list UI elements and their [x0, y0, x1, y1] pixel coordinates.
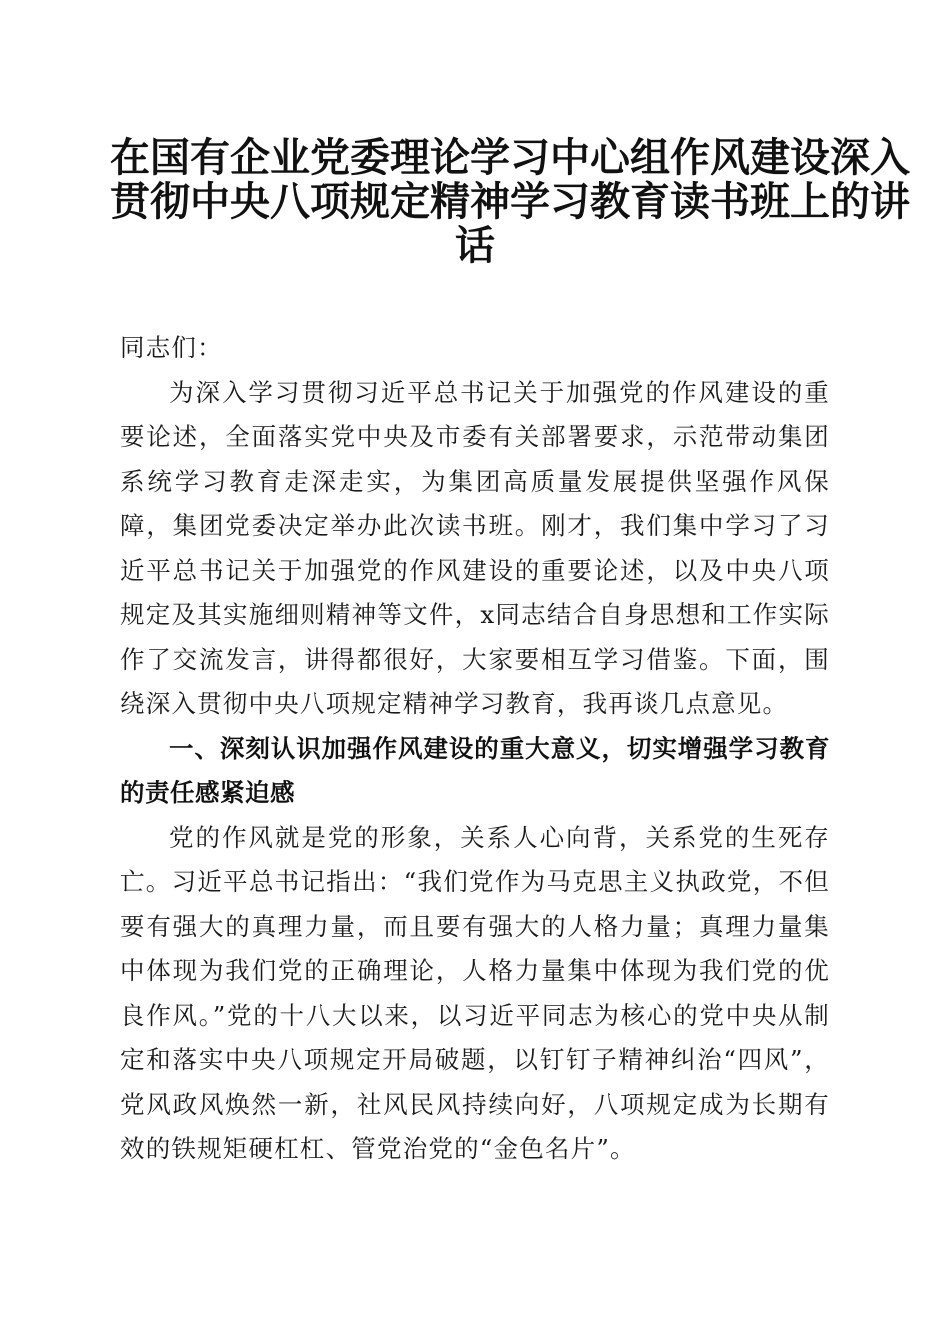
title-line-1: 在国有企业党委理论学习中心组作风建设深入 [110, 134, 910, 181]
document-body [120, 326, 830, 1172]
salutation: 同志们： [120, 333, 223, 362]
title-line-3: 话 [455, 222, 495, 269]
intro-paragraph: 为深入学习贯彻习近平总书记关于加强党的作风建设的重要论述，全面落实党中央及市委有关部署要求，示范带动集团系统学习教育走深走实，为集团高质量发展提供坚强作风保障，集团党委决定举办此次读书班。刚才，我们集中学习了习近平总书记关于加强党的作风建设的重要论述，以及中央八项规定及其实施细则精神等文件，x同志结合自身思想和工作实际作了交流发言，讲得都很好，大家要相互学习借鉴。下面，围绕深入贯彻中央八项规定精神学习教育，我再谈几点意见。 [120, 377, 830, 718]
title-line-2: 贯彻中央八项规定精神学习教育读书班上的讲 [110, 178, 910, 225]
document-title [110, 134, 910, 269]
section-heading-1: 一、深刻认识加强作风建设的重大意义，切实增强学习教育的责任感紧迫感 [120, 733, 830, 807]
section-1-paragraph: 党的作风就是党的形象，关系人心向背，关系党的生死存亡。习近平总书记指出：“我们党作为马克思主义执政党，不但要有强大的真理力量，而且要有强大的人格力量；真理力量集中体现为我们党的正确理论，人格力量集中体现为我们党的优良作风。”党的十八大以来，以习近平同志为核心的党中央从制定和落实中央八项规定开局破题，以钉钉子精神纠治“四风”，党风政风焕然一新，社风民风持续向好，八项规定成为长期有效的铁规矩硬杠杠、管党治党的“金色名片”。 [120, 822, 830, 1163]
